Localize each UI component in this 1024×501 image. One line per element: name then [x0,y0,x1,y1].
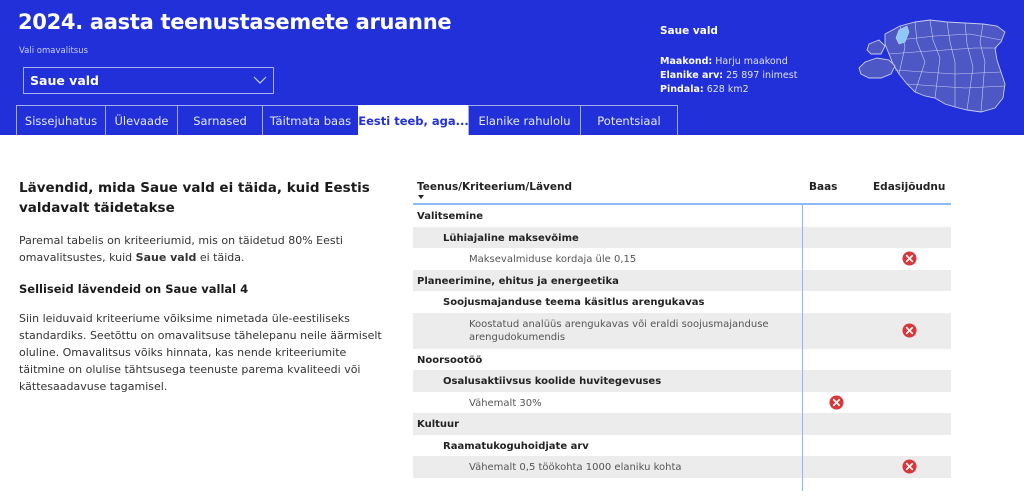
x-circle-icon [829,395,844,410]
county-info [660,56,788,67]
county-value: Harju maakond [712,56,788,67]
x-circle-icon [902,323,917,338]
table-row[interactable] [413,370,951,392]
table-row[interactable] [413,349,951,371]
description-panel [19,178,394,395]
tab-6[interactable]: Potentsiaal [580,105,678,135]
threshold-label: Vähemalt 0,5 töökohta 1000 elaniku kohta [469,462,682,473]
area-info [660,84,749,95]
x-circle-icon [902,251,917,266]
intro-municipality: Saue vald [135,251,197,264]
table-row[interactable] [413,435,951,457]
page-title: 2024. aasta teenustasemete aruanne [18,10,452,34]
criterion-label: Osalusaktiivsus koolide huvitegevuses [443,376,662,387]
service-label: Planeerimine, ehitus ja energeetika [417,275,619,287]
population-info [660,70,797,81]
table-row[interactable] [413,270,951,292]
county-label: Maakond: [660,56,713,67]
intro-text-1: Paremal tabelis on kriteeriumid, mis on täidetud 80% Eesti omavalitsustes, kuid [19,234,343,264]
table-row[interactable] [413,291,951,313]
sort-down-icon[interactable] [418,195,424,199]
column-divider [802,205,803,491]
tab-bar [16,105,677,135]
table-row[interactable] [413,456,951,478]
threshold-count-heading: Selliseid lävendeid on Saue vallal 4 [19,282,249,296]
threshold-label: Maksevalmiduse kordaja üle 0,15 [469,254,637,265]
criteria-table [413,178,951,478]
table-row[interactable] [413,227,951,249]
criterion-label: Soojusmajanduse teema käsitlus arengukavas [443,297,705,308]
municipality-select-label: Vali omavalitsus [19,46,89,56]
intro-text-2: ei täida. [196,251,245,264]
table-row[interactable] [413,413,951,435]
criterion-label: Lühiajaline maksevõime [443,232,579,244]
tab-2[interactable]: Sarnased [177,105,263,135]
table-row[interactable] [413,392,951,414]
tab-3[interactable]: Täitmata baas [262,105,359,135]
municipality-name: Saue vald [660,25,718,37]
service-label: Valitsemine [417,211,484,222]
population-label: Elanike arv: [660,70,724,81]
criterion-label: Raamatukoguhoidjate arv [443,440,589,452]
report-header [0,0,1024,135]
table-row[interactable] [413,205,951,227]
tab-0[interactable]: Sissejuhatus [16,105,106,135]
table-body [413,205,951,478]
table-header [413,178,951,205]
area-label: Pindala: [660,84,704,95]
service-label: Kultuur [417,419,460,430]
intro-paragraph [19,232,394,266]
threshold-label: Koostatud analüüs arengukavas või eraldi soojusmajanduse arengudokumendis [469,318,769,343]
column-header-baas[interactable]: Baas [809,181,838,193]
service-label: Noorsootöö [417,354,483,366]
tab-5[interactable]: Elanike rahulolu [468,105,581,135]
municipality-select[interactable] [23,67,274,94]
population-value: 25 897 inimest [723,70,798,81]
chevron-down-icon [253,73,267,87]
area-value: 628 km2 [703,84,749,95]
threshold-label: Vähemalt 30% [469,397,542,409]
tab-1[interactable]: Ülevaade [105,105,178,135]
column-header-criterion[interactable]: Teenus/Kriteerium/Lävend [417,181,572,193]
x-circle-icon [902,459,917,474]
section-heading: Lävendid, mida Saue vald ei täida, kuid Eestis valdavalt täidetakse [19,180,370,216]
estonia-map-icon[interactable] [855,12,1015,117]
tab-4[interactable]: Eesti teeb, aga... [358,105,469,135]
municipality-select-value: Saue vald [30,73,99,88]
table-row[interactable] [413,313,951,349]
explanation-paragraph: Siin leiduvaid kriteeriume võiksime nimetada üle-eestiliseks standardiks. Seetõttu on omavalitsuse tähelepanu neile äärmiselt oluline. Omavalitsus võiks hinnata, kas nende kriteeriumite täitmine on olulise tähtsusega teenuste parema kvaliteedi või kättesaadavuse tagamisel. [19,312,382,393]
table-row[interactable] [413,248,951,270]
column-header-edasijoudnu[interactable]: Edasijõudnu [873,181,946,193]
